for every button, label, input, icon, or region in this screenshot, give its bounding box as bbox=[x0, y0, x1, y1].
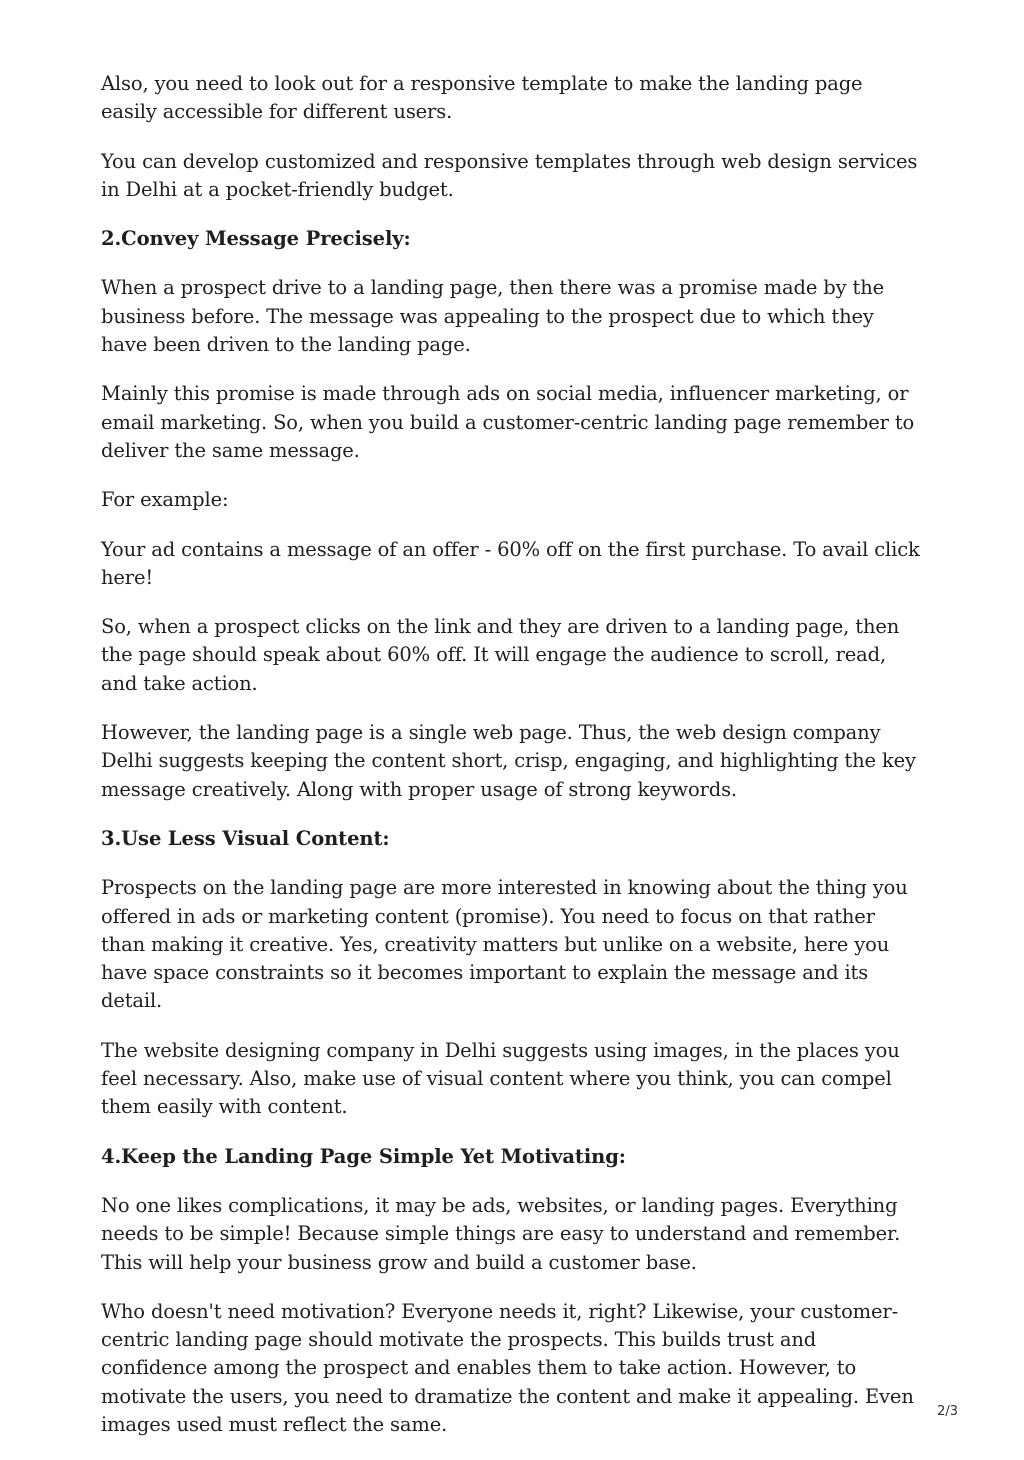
paragraph-landing-page-match: So, when a prospect clicks on the link and they are driven to a landing page, then the page should speak about 60% off. It will engage the audience to scroll, read, and take action. bbox=[101, 615, 900, 695]
paragraph-customized-templates: You can develop customized and responsive templates through web design services in Delhi at a pocket-friendly budget. bbox=[101, 149, 918, 201]
heading-convey-message: 2.Convey Message Precisely: bbox=[101, 227, 411, 251]
paragraph-prospect-interest: Prospects on the landing page are more interested in knowing about the thing you offered in ads or marketing content (promise). You need to focus on that rather than making it creative. Yes, creativity matters but unlike on a website, here you have space constraints so it becomes important to explain the message and its detail. bbox=[101, 876, 908, 1013]
paragraph-responsive-template: Also, you need to look out for a responsive template to make the landing page easily accessible for different users. bbox=[101, 72, 863, 124]
paragraph-using-images: The website designing company in Delhi suggests using images, in the places you feel necessary. Also, make use of visual content where you think, you can compel them easily with content. bbox=[101, 1038, 900, 1119]
heading-less-visual-content: 3.Use Less Visual Content: bbox=[101, 826, 390, 850]
paragraph-ad-offer-example: Your ad contains a message of an offer - 60% off on the first purchase. To avail click here! bbox=[101, 537, 920, 589]
paragraph-single-web-page: However, the landing page is a single web page. Thus, the web design company Delhi suggests keeping the content short, crisp, engaging, and highlighting the key message creatively. Along with proper usage of strong keywords. bbox=[101, 721, 916, 801]
paragraph-keep-simple: No one likes complications, it may be ads, websites, or landing pages. Everything needs to be simple! Because simple things are easy to understand and remember. This will help your business grow and build a customer base. bbox=[101, 1193, 901, 1274]
paragraph-prospect-promise: When a prospect drive to a landing page, then there was a promise made by the business before. The message was appealing to the prospect due to which they have been driven to the landing page. bbox=[101, 276, 885, 357]
page-number: 2/3 bbox=[937, 1404, 958, 1419]
paragraph-for-example: For example: bbox=[101, 488, 229, 512]
paragraph-motivation: Who doesn't need motivation? Everyone needs it, right? Likewise, your customer-centric landing page should motivate the prospects. This builds trust and confidence among the prospect and enables them to take action. However, to motivate the users, you need to dramatize the content and make it appealing. Even images used must reflect the same. bbox=[101, 1299, 914, 1436]
paragraph-promise-channels: Mainly this promise is made through ads on social media, influencer marketing, or email marketing. So, when you build a customer-centric landing page remember to deliver the same message. bbox=[101, 382, 915, 462]
document-body bbox=[101, 70, 923, 1460]
heading-simple-motivating: 4.Keep the Landing Page Simple Yet Motivating: bbox=[101, 1144, 626, 1168]
